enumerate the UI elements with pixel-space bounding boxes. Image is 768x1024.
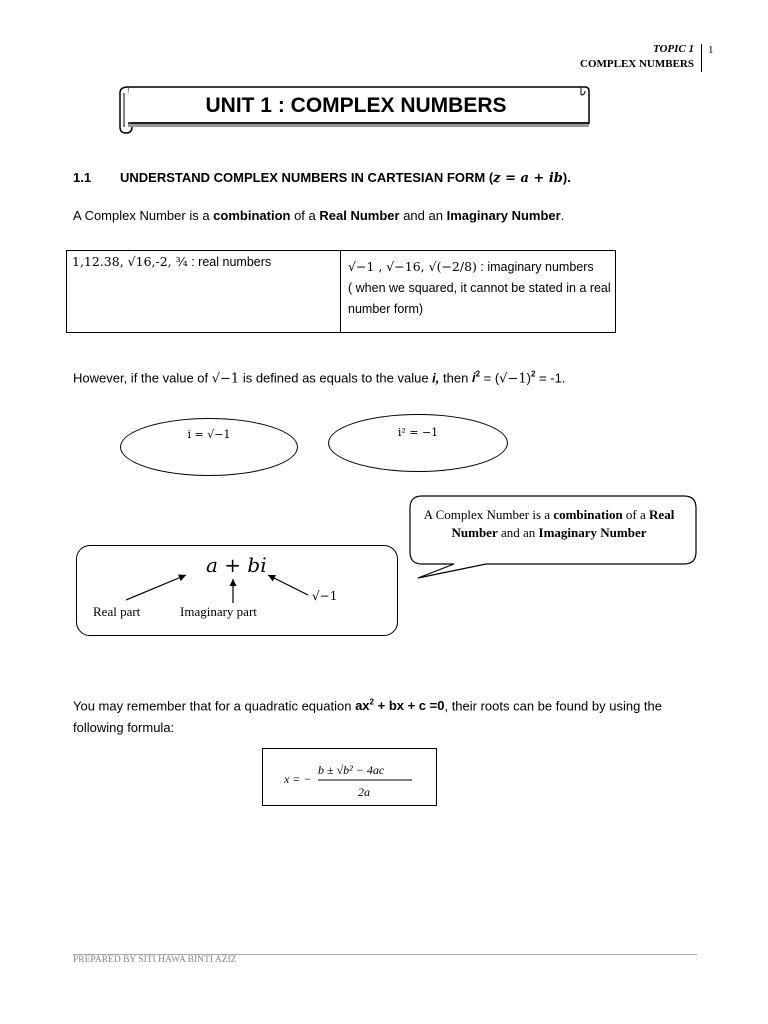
imaginary-numbers-cell — [348, 256, 614, 320]
page-number: 1 — [708, 44, 714, 56]
ellipse-i-squared-text: i² = −1 — [397, 426, 439, 439]
real-numbers-cell — [72, 254, 271, 269]
header-divider — [701, 44, 702, 72]
imaginary-label: : imaginary numbers — [480, 260, 594, 274]
imaginary-examples: √−1 , √−16, √(−2/8) — [348, 259, 477, 274]
table-divider — [340, 250, 341, 333]
quadratic-formula — [262, 748, 437, 806]
header-title: COMPLEX NUMBERS — [580, 58, 694, 70]
formula-denominator: 2a — [358, 785, 370, 799]
definition-ellipse-i-squared — [328, 414, 508, 472]
section-formula: z = a + ib — [493, 171, 563, 186]
quadratic-paragraph: You may remember that for a quadratic equation $ax^2$ + bx + c =0, their roots can be found by using the following formula: — [73, 698, 662, 736]
header-topic: TOPIC 1 — [652, 43, 694, 55]
part-arrows — [76, 545, 398, 636]
unit-title: UNIT 1 : COMPLEX NUMBERS — [205, 94, 507, 117]
sqrt-label: √−1 — [312, 589, 338, 603]
imaginary-part-label: Imaginary part — [180, 604, 257, 619]
real-examples: 1,12.38, √16,-2, ¾ — [72, 254, 188, 269]
formula-numerator: b ± √b² − 4ac — [318, 763, 385, 777]
real-part-label: Real part — [93, 604, 141, 619]
footer-text: PREPARED BY SITI HAWA BINTI AZIZ — [73, 955, 237, 965]
real-label: : real numbers — [191, 255, 272, 269]
definition-ellipse-i — [120, 418, 298, 476]
section-number: 1.1 — [73, 170, 92, 185]
ellipse-i-text: i = √−1 — [187, 428, 231, 441]
however-sentence: However, if the value of √−1 is defined as equals to the value i, then $i^2 = (√-1)^2 = -1$. — [73, 370, 566, 387]
formula-lhs: x = − — [284, 772, 312, 786]
imaginary-note: ( when we squared, it cannot be stated in a real number form) — [348, 281, 611, 316]
complex-expression: a + bi — [206, 553, 267, 577]
section-title: UNDERSTAND COMPLEX NUMBERS IN CARTESIAN FORM (z = a + ib). — [120, 170, 571, 186]
intro-sentence: A Complex Number is a combination of a Real Number and an Imaginary Number. — [73, 208, 565, 223]
callout-text: A Complex Number is a combination of a Real Number and an Imaginary Number — [423, 507, 675, 540]
